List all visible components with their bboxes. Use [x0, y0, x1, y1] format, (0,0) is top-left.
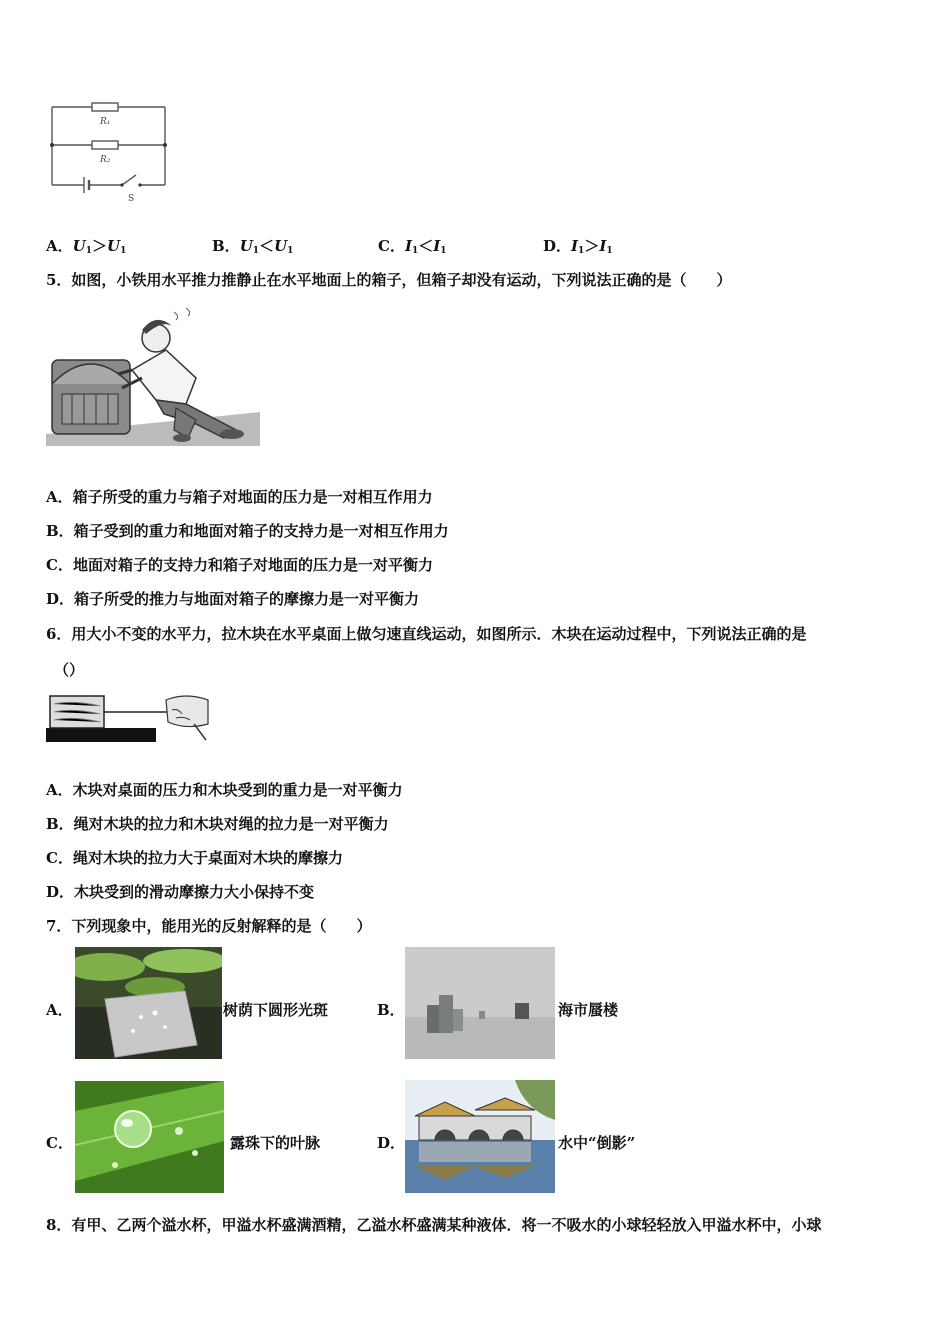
q7-option-b-caption: 海市蜃楼	[558, 1001, 619, 1019]
q6-option-b: B．绳对木块的拉力和木块对绳的拉力是一对平衡力	[46, 815, 389, 833]
q7-option-b-label: B．	[377, 1001, 405, 1019]
block-pulling-illustration	[46, 690, 212, 742]
q7-option-a-label: A．	[46, 1001, 73, 1019]
q7-stem: 7．下列现象中，能用光的反射解释的是（ ）	[46, 917, 372, 935]
q6-stem-line2: （）	[54, 661, 85, 679]
q5-option-a: A．箱子所受的重力与箱子对地面的压力是一对相互作用力	[46, 488, 433, 506]
q6-option-c: C．绳对木块的拉力大于桌面对木块的摩擦力	[46, 849, 343, 867]
r2-label: R₂	[100, 155, 111, 165]
q5-stem: 5．如图，小铁用水平推力推静止在水平地面上的箱子，但箱子却没有运动，下列说法正确的是（ ）	[46, 271, 732, 289]
q7-option-a-caption: 树荫下圆形光斑	[223, 1001, 329, 1019]
q5-option-c: C．地面对箱子的支持力和箱子对地面的压力是一对平衡力	[46, 556, 433, 574]
q4-option-b: B．$U_1<U_1$	[212, 237, 294, 256]
q8-stem: 8．有甲、乙两个溢水杯，甲溢水杯盛满酒精，乙溢水杯盛满某种液体．将一不吸水的小球轻轻放入甲溢水杯中，小球	[46, 1216, 822, 1234]
q4-option-c: C．$I_1<I_1$	[378, 237, 447, 256]
q5-option-d: D．箱子所受的推力与地面对箱子的摩擦力是一对平衡力	[46, 590, 420, 608]
circuit-diagram	[44, 95, 174, 207]
boy-pushing-box-illustration	[46, 304, 260, 446]
q7-option-c-label: C．	[46, 1134, 73, 1152]
r1-label: R₁	[100, 117, 111, 127]
q6-option-a: A．木块对桌面的压力和木块受到的重力是一对平衡力	[46, 781, 403, 799]
mirage-photo	[405, 947, 555, 1059]
q4-option-a: A．$U_1>U_1$	[46, 237, 127, 256]
water-reflection-photo	[405, 1080, 555, 1193]
q7-option-c-caption: 露珠下的叶脉	[230, 1134, 321, 1152]
dewdrop-leaf-photo	[75, 1081, 224, 1193]
q6-stem-line1: 6．用大小不变的水平力，拉木块在水平桌面上做匀速直线运动，如图所示．木块在运动过程中，下列说法正确的是	[46, 625, 807, 643]
q7-option-d-label: D．	[377, 1134, 406, 1152]
q5-option-b: B．箱子受到的重力和地面对箱子的支持力是一对相互作用力	[46, 522, 449, 540]
shadow-light-spot-photo	[75, 947, 222, 1059]
switch-label: S	[128, 194, 135, 204]
q4-option-d: D．$I_1>I_1$	[543, 237, 613, 256]
q7-option-d-caption: 水中“倒影”	[558, 1134, 636, 1152]
q6-option-d: D．木块受到的滑动摩擦力大小保持不变	[46, 883, 315, 901]
